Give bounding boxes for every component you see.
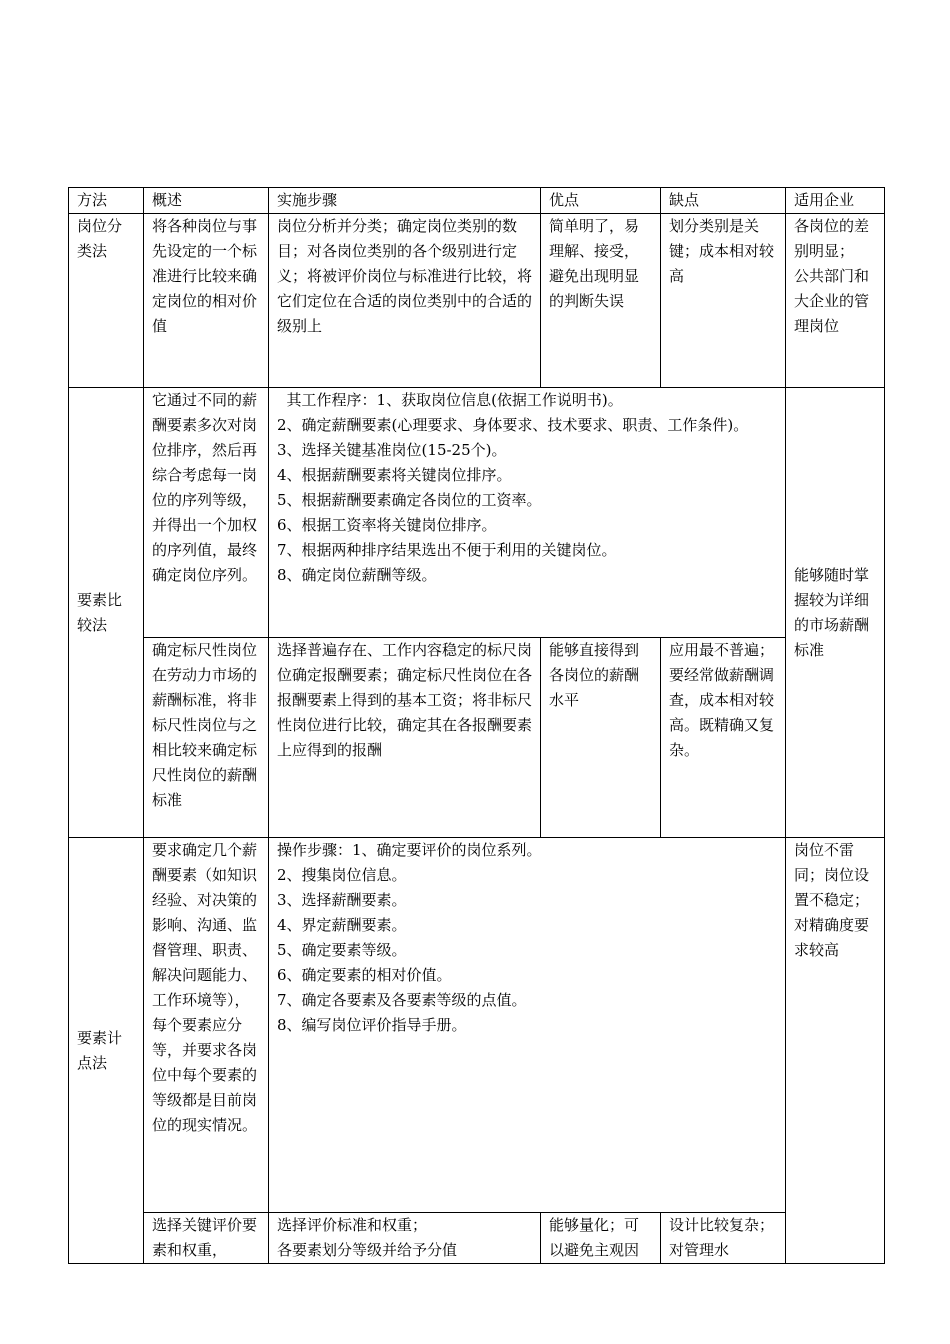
steps-cell: 选择普遍存在、工作内容稳定的标尺岗位确定报酬要素；确定标尺性岗位在各报酬要素上得到的基本工资；将非标尺性岗位进行比较，确定其在各报酬要素上应得到的报酬 — [269, 638, 541, 838]
step-line: 5、确定要素等级。 — [277, 941, 407, 959]
row-point-method-a — [69, 838, 885, 1213]
row-job-classification — [69, 214, 885, 388]
method-comparison-table — [68, 187, 885, 1264]
step-line: 3、选择关键基准岗位(15-25个)。 — [277, 441, 507, 459]
overview-cell: 要求确定几个薪酬要素（如知识经验、对决策的影响、沟通、监督管理、职责、解决问题能力、工作环境等），每个要素应分等，并要求各岗位中每个要素的等级都是目前岗位的现实情况。 — [144, 838, 269, 1213]
suitable-cell: 能够随时掌握较为详细的市场薪酬标准 — [786, 388, 885, 838]
row-factor-comparison-a — [69, 388, 885, 638]
suitable-cell: 岗位不雷同；岗位设置不稳定；对精确度要求较高 — [786, 838, 885, 1264]
header-suitable: 适用企业 — [786, 188, 885, 214]
header-cons: 缺点 — [661, 188, 786, 214]
step-line: 6、根据工资率将关键岗位排序。 — [277, 516, 497, 534]
header-pros: 优点 — [541, 188, 661, 214]
method-cell: 要素比较法 — [69, 388, 144, 838]
step-line: 3、选择薪酬要素。 — [277, 891, 407, 909]
step-line: 操作步骤：1、确定要评价的岗位系列。 — [277, 841, 542, 859]
overview-cell: 将各种岗位与事先设定的一个标准进行比较来确定岗位的相对价值 — [144, 214, 269, 388]
step-line: 7、根据两种排序结果选出不便于利用的关键岗位。 — [277, 541, 617, 559]
header-method: 方法 — [69, 188, 144, 214]
cons-cell: 设计比较复杂；对管理水 — [661, 1213, 786, 1264]
step-line: 2、搜集岗位信息。 — [277, 866, 407, 884]
steps-cell — [269, 838, 786, 1213]
step-line: 6、确定要素的相对价值。 — [277, 966, 452, 984]
pros-cell: 能够直接得到各岗位的薪酬水平 — [541, 638, 661, 838]
step-line: 7、确定各要素及各要素等级的点值。 — [277, 991, 527, 1009]
row-factor-comparison-b — [69, 638, 885, 838]
overview-cell: 确定标尺性岗位在劳动力市场的薪酬标准，将非标尺性岗位与之相比较来确定标尺性岗位的薪酬标准 — [144, 638, 269, 838]
method-cell: 要素计点法 — [69, 838, 144, 1264]
suitable-cell: 各岗位的差别明显； 公共部门和大企业的管理岗位 — [786, 214, 885, 388]
pros-cell: 简单明了，易理解、接受，避免出现明显的判断失误 — [541, 214, 661, 388]
step-line: 5、根据薪酬要素确定各岗位的工资率。 — [277, 491, 542, 509]
method-cell: 岗位分类法 — [69, 214, 144, 388]
step-line: 8、编写岗位评价指导手册。 — [277, 1016, 467, 1034]
header-row — [69, 188, 885, 214]
pros-cell: 能够量化；可以避免主观因 — [541, 1213, 661, 1264]
overview-cell: 它通过不同的薪酬要素多次对岗位排序，然后再综合考虑每一岗位的序列等级，并得出一个加权的序列值，最终确定岗位序列。 — [144, 388, 269, 638]
step-line: 8、确定岗位薪酬等级。 — [277, 566, 437, 584]
step-line: 其工作程序：1、获取岗位信息(依据工作说明书)。 — [277, 391, 623, 409]
step-line: 2、确定薪酬要素(心理要求、身体要求、技术要求、职责、工作条件)。 — [277, 416, 749, 434]
step-line: 4、根据薪酬要素将关键岗位排序。 — [277, 466, 512, 484]
steps-cell — [269, 388, 786, 638]
cons-cell: 应用最不普遍；要经常做薪酬调查，成本相对较高。既精确又复杂。 — [661, 638, 786, 838]
steps-cell: 岗位分析并分类；确定岗位类别的数目；对各岗位类别的各个级别进行定义；将被评价岗位与标准进行比较，将它们定位在合适的岗位类别中的合适的级别上 — [269, 214, 541, 388]
cons-cell: 划分类别是关键；成本相对较高 — [661, 214, 786, 388]
step-line: 4、界定薪酬要素。 — [277, 916, 407, 934]
header-steps: 实施步骤 — [269, 188, 541, 214]
header-overview: 概述 — [144, 188, 269, 214]
steps-cell: 选择评价标准和权重； 各要素划分等级并给予分值 — [269, 1213, 541, 1264]
overview-cell: 选择关键评价要素和权重， — [144, 1213, 269, 1264]
row-point-method-b — [69, 1213, 885, 1264]
